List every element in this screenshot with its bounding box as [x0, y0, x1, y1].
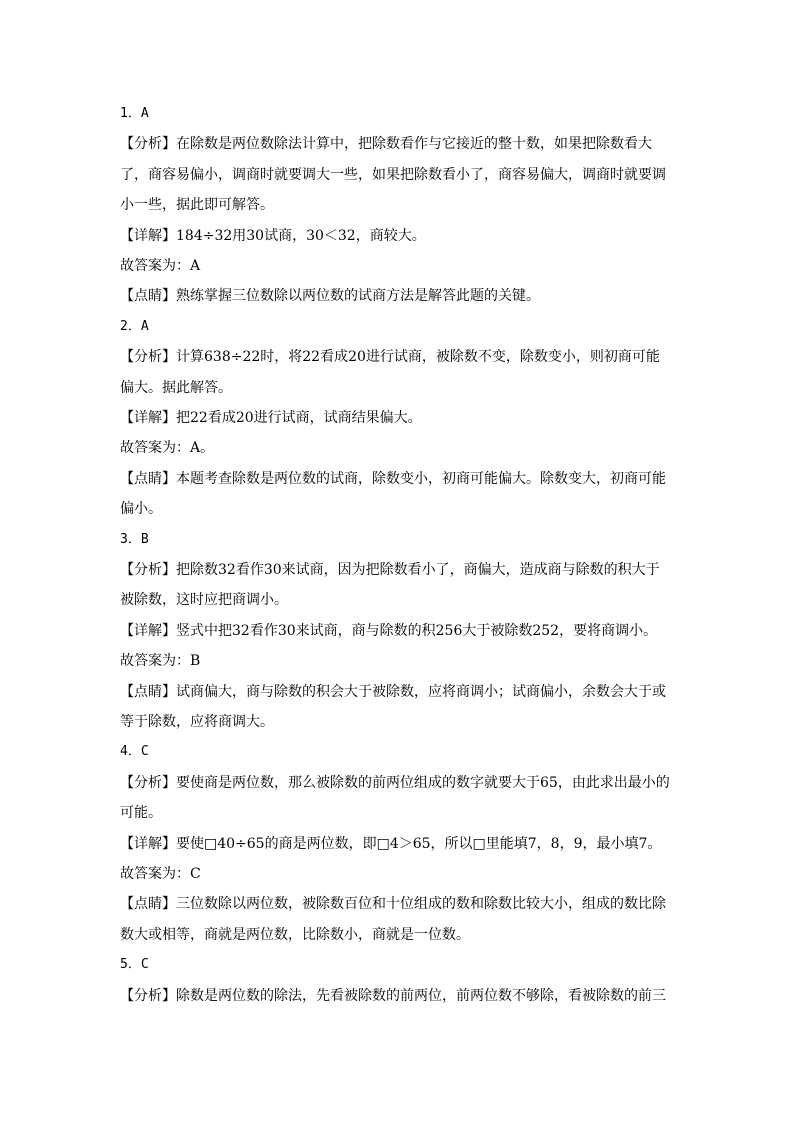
analysis-text: 【分析】计算638÷22时，将22看成20进行试商，被除数不变，除数变小，则初商可能	[120, 349, 660, 366]
comment-text: 【点睛】熟练掌握三位数除以两位数的试商方法是解答此题的关键。	[120, 288, 540, 305]
detail-text: 【详解】要使□40÷65的商是两位数，即□4＞65，所以□里能填7，8，9，最小填7。	[120, 835, 662, 852]
comment-text: 【点睛】本题考查除数是两位数的试商，除数变小，初商可能偏大。除数变大，初商可能	[120, 470, 666, 487]
analysis-text: 被除数，这时应把商调小。	[120, 592, 288, 609]
analysis-text: 小一些，据此即可解答。	[120, 197, 274, 214]
comment-text: 数大或相等，商就是两位数，比除数小，商就是一位数。	[120, 926, 470, 943]
question-number: 5．C	[120, 957, 149, 973]
detail-text: 【详解】把22看成20进行试商，试商结果偏大。	[120, 410, 422, 426]
question-number: 3．B	[120, 531, 149, 547]
comment-text: 偏小。	[120, 501, 162, 518]
detail-text: 【详解】竖式中把32看作30来试商，商与除数的积256大于被除数252，要将商调小。	[120, 622, 658, 639]
analysis-text: 可能。	[120, 805, 162, 822]
analysis-text: 【分析】要使商是两位数，那么被除数的前两位组成的数字就要大于65，由此求出最小的	[120, 774, 670, 791]
question-number: 4．C	[120, 744, 149, 760]
answer-text: 故答案为：B	[120, 653, 201, 670]
detail-text: 【详解】184÷32用30试商，30＜32，商较大。	[120, 227, 426, 244]
comment-text: 等于除数，应将商调大。	[120, 714, 274, 730]
answer-text: 故答案为：A。	[120, 440, 215, 457]
answer-text: 故答案为：C	[120, 866, 201, 882]
analysis-text: 【分析】在除数是两位数除法计算中，把除数看作与它接近的整十数，如果把除数看大	[120, 136, 652, 153]
question-number: 1．A	[120, 106, 149, 121]
analysis-text: 【分析】把除数32看作30来试商，因为把除数看小了，商偏大，造成商与除数的积大于	[120, 562, 660, 578]
analysis-text: 【分析】除数是两位数的除法，先看被除数的前两位，前两位数不够除，看被除数的前三	[120, 987, 666, 1004]
question-number: 2．A	[120, 318, 149, 334]
comment-text: 【点睛】试商偏大，商与除数的积会大于被除数，应将商调小；试商偏小，余数会大于或	[120, 683, 666, 700]
comment-text: 【点睛】三位数除以两位数，被除数百位和十位组成的数和除数比较大小，组成的数比除	[120, 896, 666, 913]
analysis-text: 了，商容易偏小，调商时就要调大一些，如果把除数看小了，商容易偏大，调商时就要调	[120, 166, 666, 183]
answer-text: 故答案为：A	[120, 258, 201, 274]
analysis-text: 偏大。据此解答。	[120, 379, 232, 396]
